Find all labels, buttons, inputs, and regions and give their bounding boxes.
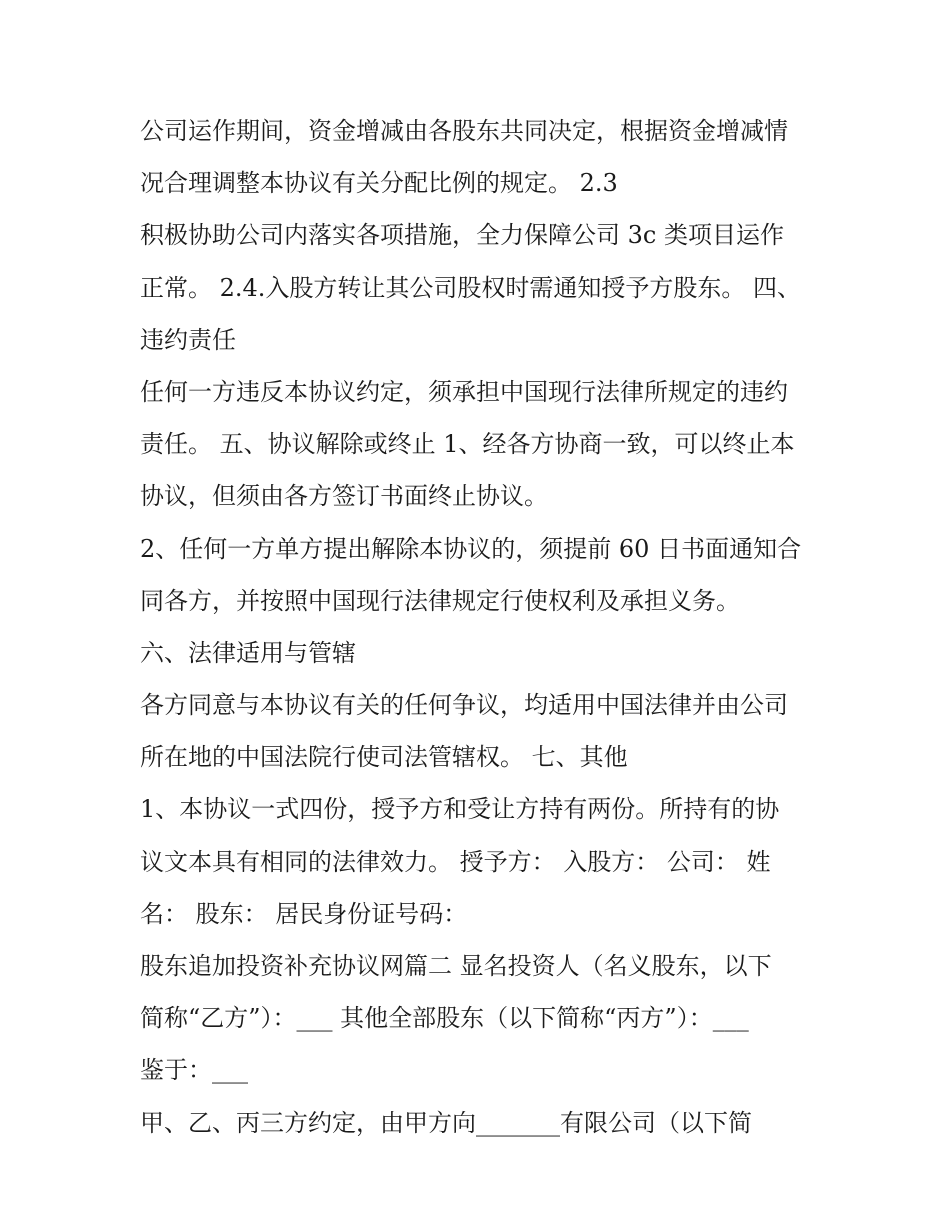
text-line: 2、任何一方单方提出解除本协议的，须提前 60 日书面通知合: [140, 534, 802, 563]
text-line: 1、本协议一式四份，授予方和受让方持有两份。所持有的协: [140, 795, 780, 824]
text-line: 各方同意与本协议有关的任何争议，均适用中国法律并由公司: [140, 691, 788, 720]
text-line: 鉴于：___: [140, 1056, 248, 1085]
text-line: 况合理调整本协议有关分配比例的规定。 2.3: [140, 169, 618, 198]
text-line: 责任。 五、协议解除或终止 1、经各方协商一致，可以终止本: [140, 430, 795, 459]
text-line: 股东追加投资补充协议网篇二 显名投资人（名义股东，以下: [140, 952, 772, 980]
text-line: 所在地的中国法院行使司法管辖权。 七、其他: [140, 743, 628, 772]
text-line: 同各方，并按照中国现行法律规定行使权利及承担义务。: [140, 586, 740, 615]
document-body: [140, 105, 820, 1149]
text-line: 名： 股东： 居民身份证号码：: [140, 899, 468, 928]
text-line: 公司运作期间，资金增减由各股东共同决定，根据资金增减情: [140, 117, 788, 145]
text-line: 积极协助公司内落实各项措施，全力保障公司 3c 类项目运作: [140, 221, 784, 250]
text-line: 违约责任: [140, 325, 236, 354]
text-line: 议文本具有相同的法律效力。 授予方： 入股方： 公司： 姓: [140, 847, 771, 876]
text-line: 协议，但须由各方签订书面终止协议。: [140, 482, 548, 511]
text-line: 甲、乙、丙三方约定，由甲方向_______有限公司（以下简: [140, 1108, 752, 1137]
text-line: 正常。 2.4.入股方转让其公司股权时需通知授予方股东。 四、: [140, 273, 802, 302]
text-line: 任何一方违反本协议约定，须承担中国现行法律所规定的违约: [140, 377, 788, 406]
text-line: 六、法律适用与管辖: [140, 638, 356, 667]
text-line: 简称“乙方”）：___ 其他全部股东（以下简称“丙方”）：___: [140, 1004, 749, 1033]
